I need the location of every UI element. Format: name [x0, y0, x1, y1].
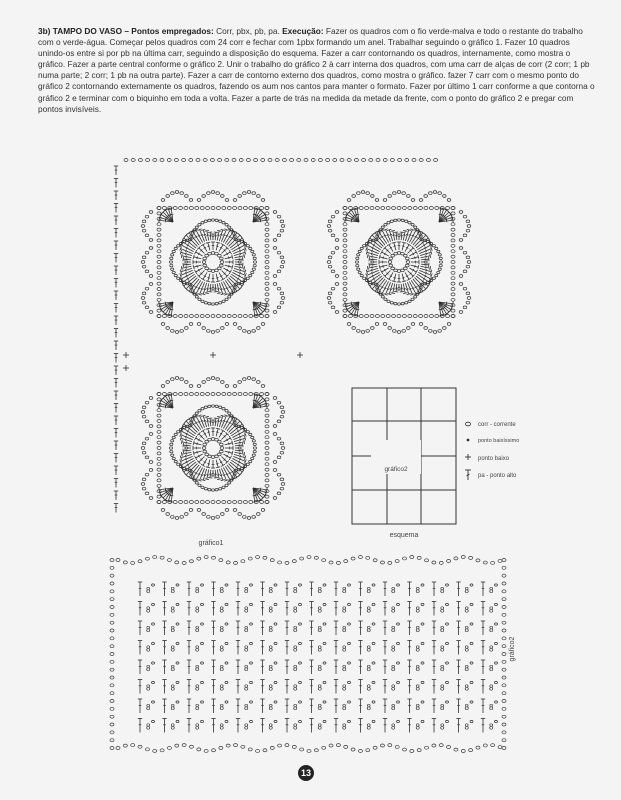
svg-text:8: 8: [440, 683, 445, 693]
legend-corr-text: corr - corrente: [478, 422, 516, 428]
svg-text:8: 8: [415, 644, 420, 654]
svg-text:8: 8: [415, 722, 420, 732]
svg-text:8: 8: [489, 703, 494, 712]
svg-text:8: 8: [195, 605, 200, 615]
svg-text:8: 8: [464, 683, 469, 693]
svg-text:8: 8: [342, 605, 347, 615]
esquema-grid: [352, 388, 456, 524]
page-number: 13: [298, 765, 314, 781]
svg-text:8: 8: [440, 703, 445, 712]
svg-text:8: 8: [317, 605, 322, 615]
svg-text:8: 8: [268, 644, 273, 654]
svg-text:8: 8: [366, 703, 371, 712]
svg-text:8: 8: [219, 644, 224, 654]
svg-text:8: 8: [146, 586, 151, 595]
svg-text:8: 8: [391, 703, 396, 712]
svg-text:8: 8: [268, 722, 273, 732]
svg-text:8: 8: [219, 625, 224, 634]
svg-text:8: 8: [170, 722, 175, 732]
legend-pb-text: ponto baixo: [478, 456, 510, 462]
svg-text:8: 8: [366, 683, 371, 693]
svg-text:8: 8: [342, 625, 347, 634]
svg-text:8: 8: [489, 625, 494, 634]
svg-text:8: 8: [366, 586, 371, 595]
instructions-heading: 3b) TAMPO DO VASO –: [38, 26, 129, 36]
legend: [465, 422, 519, 480]
svg-text:8: 8: [342, 722, 347, 732]
svg-text:8: 8: [244, 586, 249, 595]
esquema-label: esquema: [389, 532, 419, 539]
svg-text:8: 8: [244, 703, 249, 712]
svg-text:8: 8: [293, 625, 298, 634]
svg-text:8: 8: [391, 683, 396, 693]
svg-text:8: 8: [268, 683, 273, 693]
svg-text:8: 8: [391, 644, 396, 654]
svg-text:8: 8: [244, 683, 249, 693]
svg-text:8: 8: [489, 586, 494, 595]
svg-text:8: 8: [366, 644, 371, 654]
svg-text:8: 8: [317, 703, 322, 712]
svg-text:8: 8: [342, 586, 347, 595]
svg-text:8: 8: [293, 644, 298, 654]
legend-pa-text: pa - ponto alto: [478, 473, 517, 479]
execution-text: Fazer os quadros com o fio verde-malva e todo o restante do trabalho com o verde-água. Começar pelos quadros com 24 corr e fechar com 1pbx formando um anel. Trabalhar seguindo o gráfico 1. Fazer 10 quadros unindo-os entre si por pb na última carr, seguindo a disposição do esquema. Fazer a carr contornando os quadros, internamente, como mostra o gráfico. Fazer a parte central conforme o gráfico 2. Unir o trabalho do gráfico 2 à carr interna dos quadros, com uma carr de alças de corr (2 corr; 1 pb numa parte; 2 corr; 1 pb na outra parte). Fazer a carr de contorno externo dos quadros, como mostra o gráfico. fazer 7 carr com o mesmo ponto do gráfico 2 contornando externamente os quadros, fazendo os aum nos cantos para manter o formato. Fazer por último 1 carr conforme a que contorna o gráfico 2 e terminar com o biquinho em toda a volta. Fazer a parte de trás na medida da metade da frente, com o ponto do gráfico 2 e pregar com pontos invisíveis.: [38, 26, 595, 114]
svg-text:8: 8: [415, 664, 420, 673]
svg-text:8: 8: [440, 625, 445, 634]
execution-label: Execução:: [282, 26, 324, 36]
svg-text:8: 8: [170, 605, 175, 615]
svg-text:8: 8: [366, 664, 371, 673]
esquema-center-label: gráfico2: [384, 466, 408, 473]
svg-text:8: 8: [268, 586, 273, 595]
svg-text:8: 8: [391, 664, 396, 673]
svg-text:8: 8: [293, 605, 298, 615]
svg-text:8: 8: [489, 664, 494, 673]
legend-corr-icon: [465, 422, 470, 426]
svg-text:8: 8: [391, 586, 396, 595]
svg-text:8: 8: [244, 644, 249, 654]
svg-text:8: 8: [268, 703, 273, 712]
svg-text:8: 8: [146, 722, 151, 732]
svg-text:8: 8: [195, 625, 200, 634]
svg-text:8: 8: [244, 722, 249, 732]
svg-text:8: 8: [366, 625, 371, 634]
svg-text:8: 8: [317, 722, 322, 732]
svg-text:8: 8: [464, 664, 469, 673]
svg-text:8: 8: [489, 605, 494, 615]
svg-text:8: 8: [195, 703, 200, 712]
svg-text:8: 8: [415, 605, 420, 615]
svg-text:8: 8: [219, 703, 224, 712]
svg-text:8: 8: [170, 664, 175, 673]
svg-text:8: 8: [195, 664, 200, 673]
svg-text:8: 8: [464, 586, 469, 595]
svg-text:8: 8: [293, 664, 298, 673]
svg-text:8: 8: [219, 722, 224, 732]
svg-text:8: 8: [440, 605, 445, 615]
legend-pb-icon: [465, 454, 471, 460]
svg-text:8: 8: [415, 703, 420, 712]
svg-text:8: 8: [293, 703, 298, 712]
svg-text:8: 8: [293, 683, 298, 693]
svg-text:8: 8: [244, 664, 249, 673]
svg-text:8: 8: [440, 664, 445, 673]
svg-text:8: 8: [489, 722, 494, 732]
svg-text:8: 8: [489, 683, 494, 693]
svg-text:8: 8: [244, 625, 249, 634]
svg-text:8: 8: [268, 625, 273, 634]
svg-text:8: 8: [195, 683, 200, 693]
svg-text:8: 8: [170, 625, 175, 634]
svg-text:8: 8: [146, 683, 151, 693]
svg-text:8: 8: [146, 625, 151, 634]
svg-text:8: 8: [195, 586, 200, 595]
svg-text:8: 8: [464, 605, 469, 615]
svg-text:8: 8: [415, 683, 420, 693]
grafico2-side-label: gráfico2: [509, 636, 516, 662]
crochet-square: [141, 377, 285, 520]
svg-text:8: 8: [317, 683, 322, 693]
svg-text:8: 8: [244, 605, 249, 615]
svg-text:8: 8: [170, 683, 175, 693]
svg-text:8: 8: [293, 586, 298, 595]
svg-text:8: 8: [391, 605, 396, 615]
svg-text:8: 8: [415, 625, 420, 634]
materials-label: Pontos empregados:: [131, 26, 214, 36]
svg-text:8: 8: [317, 625, 322, 634]
grafico2-chart: [110, 556, 506, 753]
svg-text:8: 8: [268, 605, 273, 615]
svg-text:8: 8: [342, 703, 347, 712]
svg-text:8: 8: [170, 644, 175, 654]
svg-text:8: 8: [342, 683, 347, 693]
svg-text:8: 8: [391, 722, 396, 732]
grafico1-label: gráfico1: [198, 540, 224, 547]
svg-text:8: 8: [146, 605, 151, 615]
svg-text:8: 8: [146, 644, 151, 654]
svg-text:8: 8: [146, 664, 151, 673]
svg-text:8: 8: [317, 644, 322, 654]
svg-text:8: 8: [464, 625, 469, 634]
svg-text:8: 8: [317, 664, 322, 673]
svg-text:8: 8: [391, 625, 396, 634]
svg-text:8: 8: [489, 644, 494, 654]
svg-text:8: 8: [219, 683, 224, 693]
svg-text:8: 8: [317, 586, 322, 595]
svg-text:8: 8: [195, 644, 200, 654]
svg-text:8: 8: [219, 605, 224, 615]
svg-text:8: 8: [342, 644, 347, 654]
svg-text:8: 8: [268, 664, 273, 673]
svg-text:8: 8: [219, 586, 224, 595]
svg-text:8: 8: [366, 605, 371, 615]
svg-text:8: 8: [464, 644, 469, 654]
svg-text:8: 8: [464, 703, 469, 712]
svg-text:8: 8: [170, 586, 175, 595]
materials-text: Corr, pbx, pb, pa.: [216, 26, 280, 36]
svg-text:8: 8: [440, 722, 445, 732]
legend-pa-icon: [465, 470, 471, 480]
svg-text:8: 8: [415, 586, 420, 595]
svg-text:8: 8: [219, 664, 224, 673]
svg-text:8: 8: [293, 722, 298, 732]
svg-text:8: 8: [464, 722, 469, 732]
svg-text:8: 8: [440, 644, 445, 654]
svg-text:8: 8: [342, 664, 347, 673]
crochet-square: [141, 191, 285, 334]
legend-pbx-icon: [467, 439, 470, 442]
svg-text:8: 8: [146, 703, 151, 712]
svg-text:8: 8: [366, 722, 371, 732]
svg-text:8: 8: [170, 703, 175, 712]
svg-text:8: 8: [195, 722, 200, 732]
crochet-square: [327, 191, 471, 334]
svg-text:8: 8: [440, 586, 445, 595]
legend-pbx-text: ponto baixíssimo: [478, 438, 520, 444]
